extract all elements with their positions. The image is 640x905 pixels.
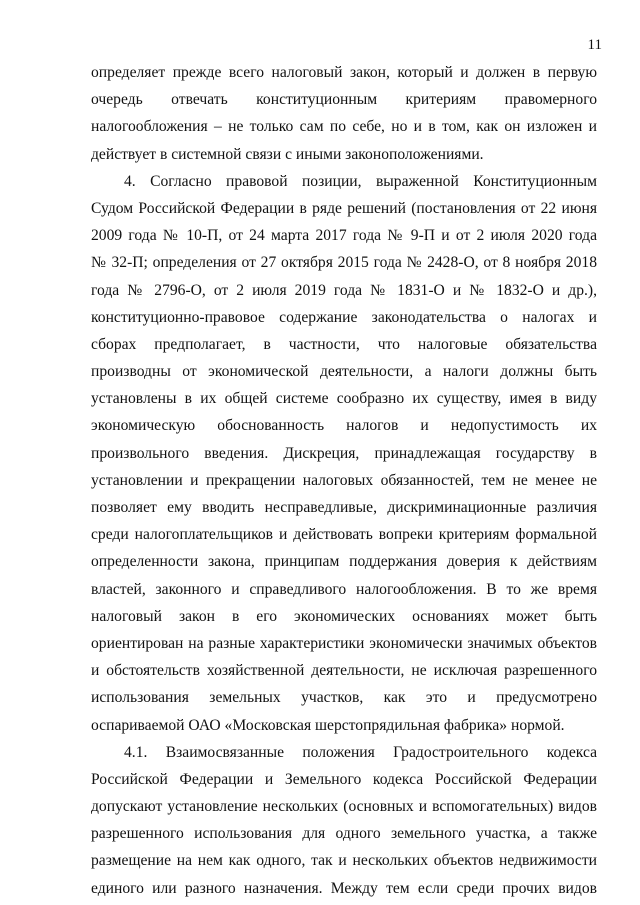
body-text [91, 59, 597, 902]
text-line: разрешенного использования для одного земельного участка, а также [91, 825, 597, 843]
text-line: и обстоятельств хозяйственной деятельности, не исключая разрешенного [91, 662, 597, 680]
text-line: 4. Согласно правовой позиции, выраженной Конституционным [124, 172, 597, 190]
text-line: года № 2796-О, от 2 июля 2019 года № 1831-О и № 1832-О и др.), [91, 281, 597, 299]
text-line: № 32-П; определения от 27 октября 2015 года № 2428-О, от 8 ноября 2018 [91, 254, 597, 272]
text-line: действует в системной связи с иными законоположениями. [91, 145, 484, 163]
text-line: экономическую обоснованность налогов и недопустимость их [91, 417, 597, 435]
text-line: позволяет ему вводить несправедливые, дискриминационные различия [91, 499, 597, 516]
text-line: допускают установление нескольких (основных и вспомогательных) видов [91, 798, 597, 816]
text-line: установлении и прекращении налоговых обязанностей, тем не менее не [91, 471, 597, 489]
text-line: конституционно-правовое содержание законодательства о налогах и [91, 308, 597, 326]
text-line: размещение на нем как одного, так и нескольких объектов недвижимости [91, 852, 597, 870]
text-line: очередь отвечать конституционным критериям правомерного [91, 91, 597, 109]
text-line: властей, законного и справедливого налогообложения. В то же время [91, 580, 597, 598]
text-line: Судом Российской Федерации в ряде решений (постановления от 22 июня [91, 199, 597, 217]
text-line: налогообложения – не только сам по себе, но и в том, как он изложен и [91, 118, 597, 136]
text-line: определяет прежде всего налоговый закон, который и должен в первую [91, 64, 597, 81]
text-line: единого или разного назначения. Между тем если среди прочих видов [91, 879, 597, 897]
text-line: 4.1. Взаимосвязанные положения Градостроительного кодекса [124, 743, 597, 761]
text-line: Российской Федерации и Земельного кодекса Российской Федерации [91, 770, 597, 788]
text-line: установлены в их общей системе сообразно их существу, имея в виду [91, 390, 597, 408]
text-line: производны от экономической деятельности, а налоги должны быть [91, 363, 597, 381]
text-line: ориентирован на разные характеристики экономически значимых объектов [91, 634, 597, 652]
text-line: налоговый закон в его экономических основаниях может быть [91, 607, 597, 625]
text-line: среди налогоплательщиков и действовать вопреки критериям формальной [91, 526, 597, 544]
text-line: определенности закона, принципам поддержания доверия к действиям [91, 553, 597, 571]
text-line: сборах предполагает, в частности, что налоговые обязательства [91, 335, 597, 353]
text-line: использования земельных участков, как это и предусмотрено [91, 689, 597, 707]
page-number: 11 [587, 37, 602, 53]
text-line: оспариваемой ОАО «Московская шерстопрядильная фабрика» нормой. [91, 716, 565, 734]
text-line: 2009 года № 10-П, от 24 марта 2017 года № 9-П и от 2 июля 2020 года [91, 227, 597, 245]
text-line: произвольного введения. Дискреция, принадлежащая государству в [91, 444, 597, 462]
